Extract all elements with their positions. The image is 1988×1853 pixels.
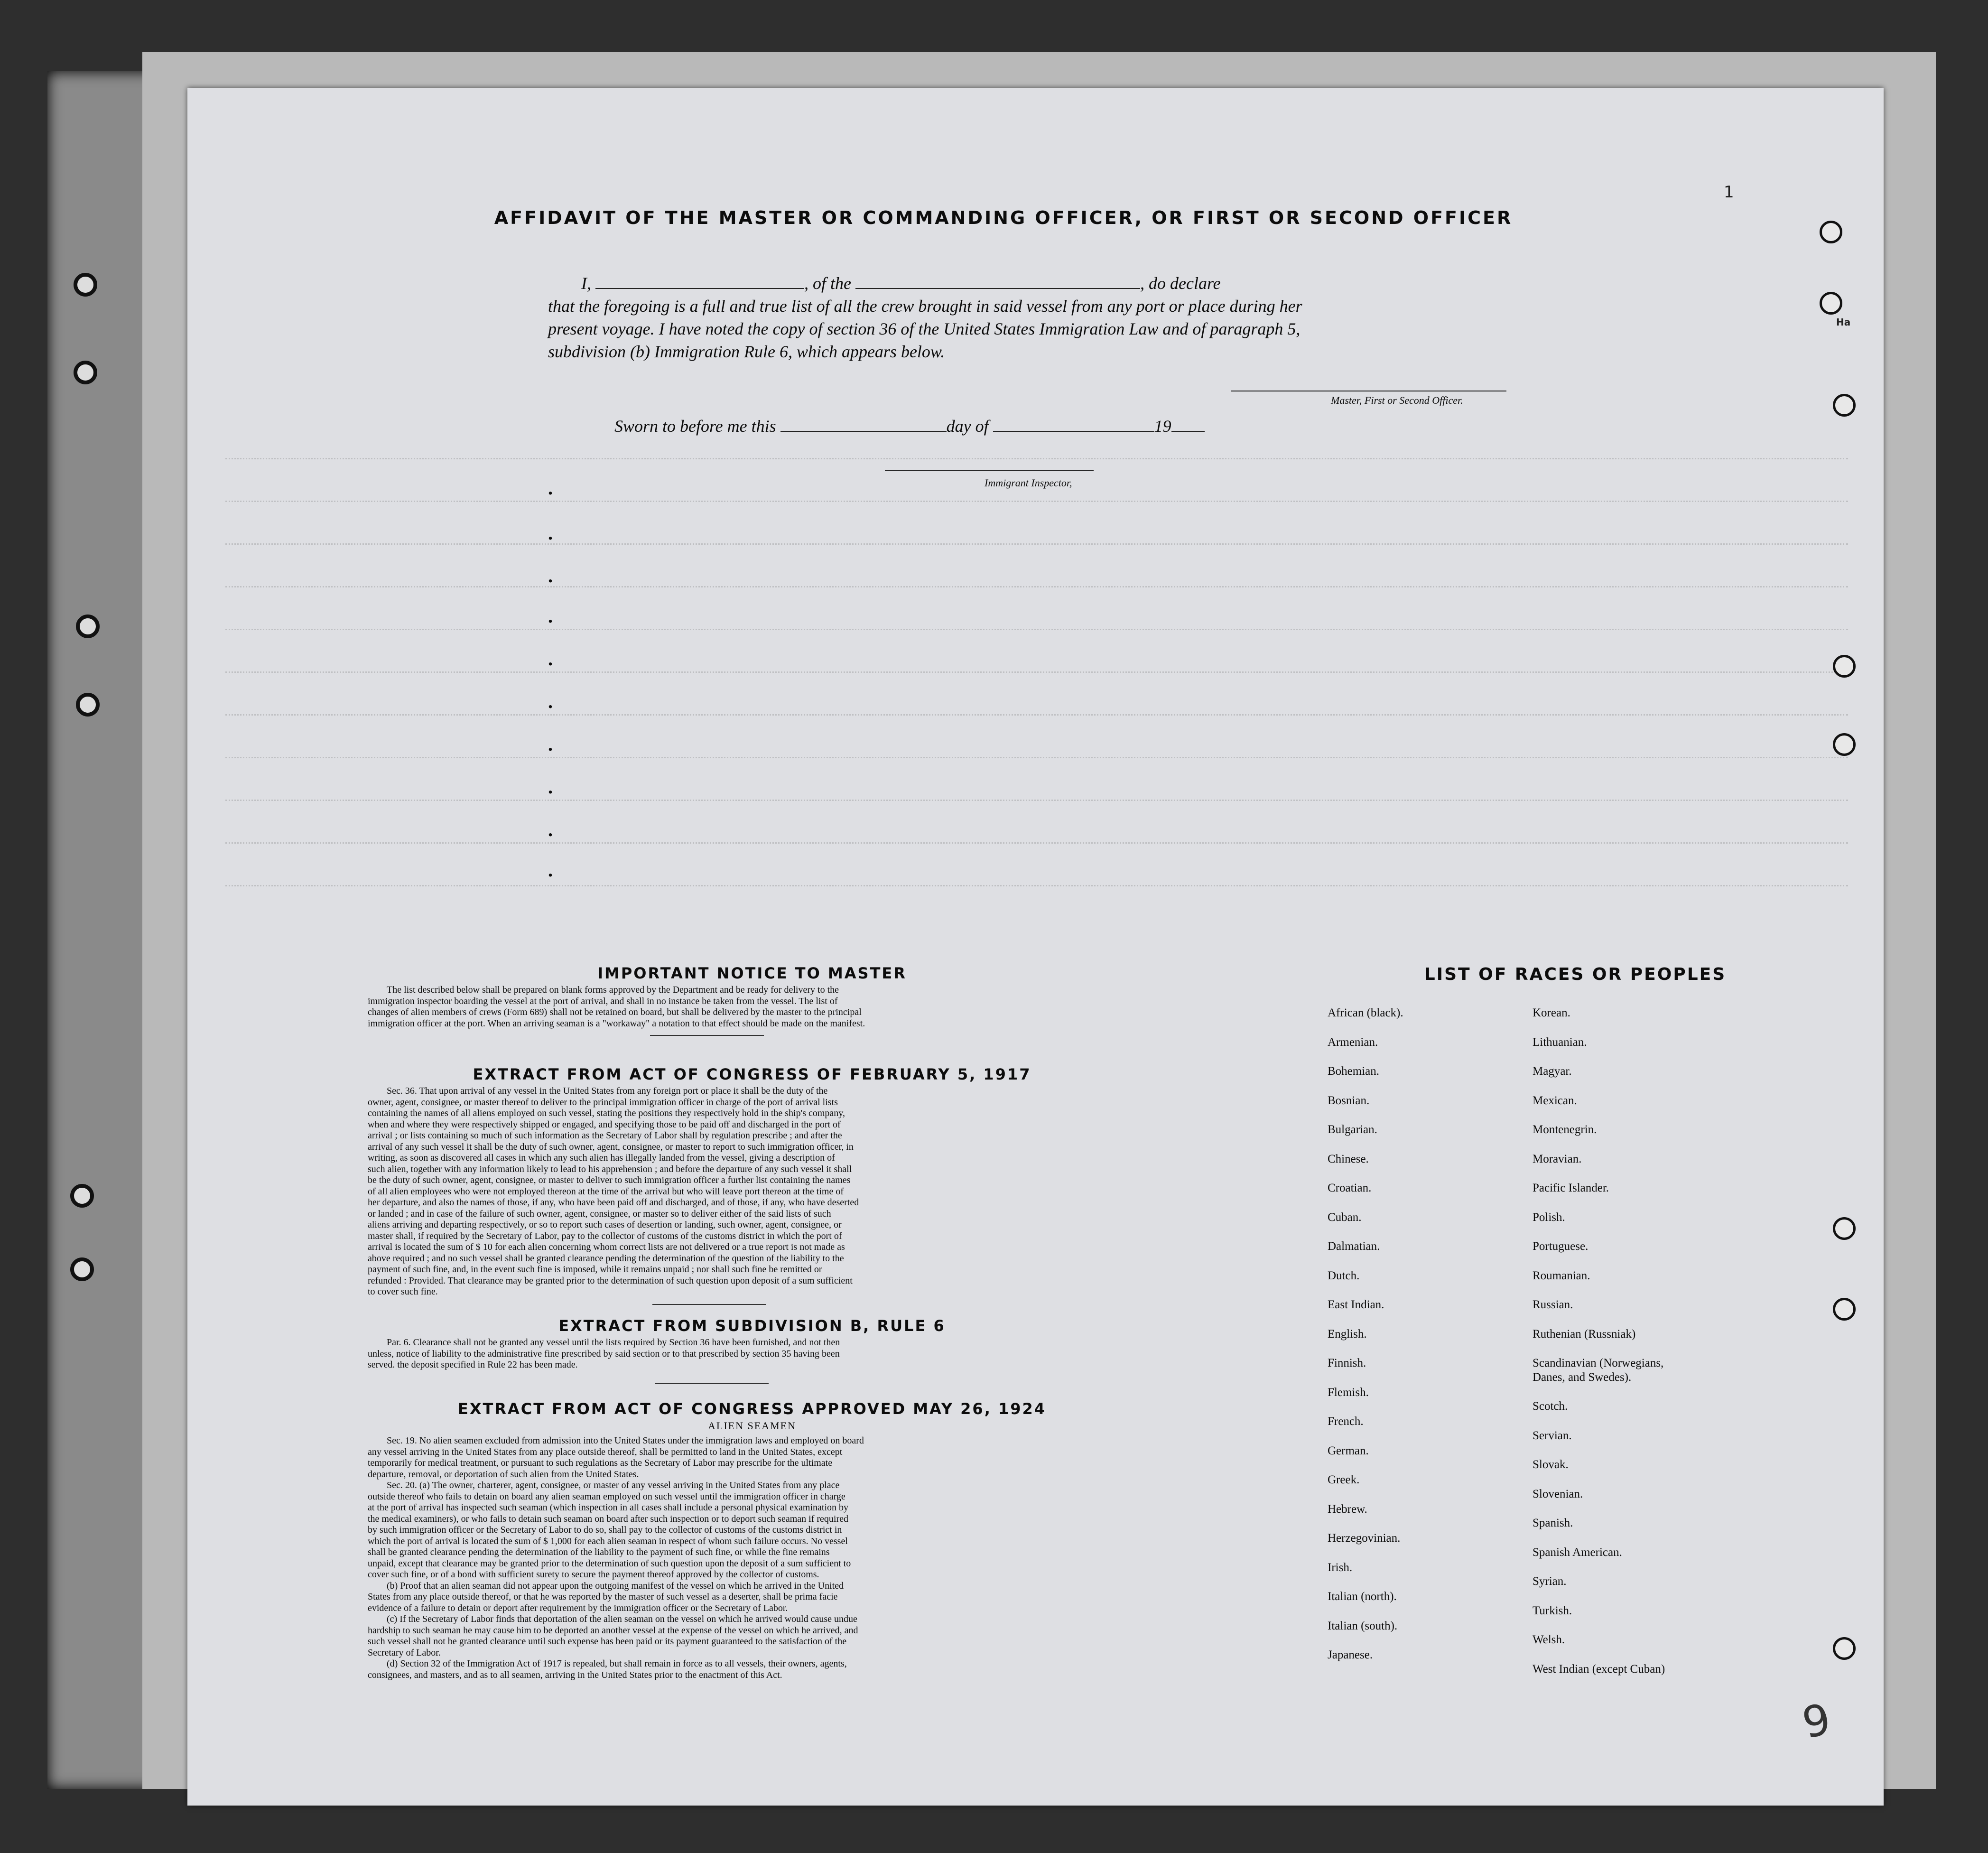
race-item: Turkish. [1533, 1604, 1572, 1617]
act-1924-line: Sec. 20. (a) The owner, charterer, agent, consignee, or master of any vessel arriving in the United States from any place [387, 1480, 840, 1490]
race-item: Portuguese. [1533, 1240, 1589, 1253]
race-item: Korean. [1533, 1006, 1570, 1019]
row-dot: . [548, 522, 553, 544]
binding-hole-icon [70, 1184, 94, 1208]
act-1924-line: departure, removal, or deportation of such alien from the United States. [368, 1469, 639, 1480]
act-1917-line: writing, as soon as discovered all cases in which any such alien has illegally landed from the vessel, giving a description of [368, 1153, 835, 1163]
sworn-year: 19 [1154, 417, 1171, 436]
race-item: Scotch. [1533, 1400, 1568, 1413]
act-1924-line: by such immigration officer or the Secretary of Labor to do so, shall pay to the collector of customs of the customs district in [368, 1525, 842, 1535]
binding-hole-icon [74, 273, 97, 297]
binding-hole-icon [1833, 733, 1856, 756]
race-item: Mexican. [1533, 1094, 1577, 1107]
master-signature-label: Master, First or Second Officer. [1331, 394, 1463, 406]
act-1917-line: Sec. 36. That upon arrival of any vessel in the United States from any foreign port or place it shall be the duty of the [387, 1086, 828, 1096]
race-item: Spanish. [1533, 1517, 1573, 1529]
act-1924-line: temporarily for medical treatment, or pursuant to such regulations as the Secretary of Labor may prescribe for the ultimate [368, 1458, 833, 1468]
race-item: Bosnian. [1328, 1094, 1370, 1107]
act-1917-line: be the duty of such owner, agent, consignee, or master to deliver to such immigration officer a further list containing the names [368, 1175, 851, 1185]
race-item: East Indian. [1328, 1298, 1384, 1311]
affidavit-i: I, [581, 274, 591, 293]
act-1917-line: such alien, together with any information likely to lead to his apprehension ; and before the departure of any such vessel it shall [368, 1164, 852, 1174]
race-item: Herzegovinian. [1328, 1532, 1401, 1545]
subdivision-b-body [368, 1337, 1269, 1371]
act-1924-line: Sec. 19. No alien seamen excluded from admission into the United States under the immigration laws and employed on board [387, 1435, 864, 1446]
binding-hole-icon [1833, 1637, 1856, 1660]
race-item: Bohemian. [1328, 1065, 1380, 1078]
race-item: Armenian. [1328, 1035, 1378, 1049]
binding-hole-icon [76, 693, 100, 717]
race-item: West Indian (except Cuban) [1533, 1662, 1665, 1676]
act-1924-line: shall be granted clearance pending the determination of the liability to the payment of such fine, or while the fine remains [368, 1547, 830, 1557]
binding-hole-icon [74, 361, 97, 384]
race-item: Pacific Islander. [1533, 1182, 1609, 1194]
inspector-signature-line[interactable] [885, 470, 1094, 471]
race-item: Roumanian. [1533, 1269, 1590, 1282]
affidavit-line-3: present voyage. I have noted the copy of section 36 of the United States Immigration Law and of paragraph 5, [548, 319, 1301, 338]
notice-body [368, 985, 1269, 1029]
act-1924-line: outside thereof who fails to detain on board any alien seaman employed on such vessel until the immigration officer in charge [368, 1491, 845, 1502]
act-1924-line: consignees, and masters, and as to all seamen, arriving in the United States prior to the enactment of this Act. [368, 1669, 782, 1680]
binding-hole-icon [1833, 394, 1856, 417]
sworn-prefix: Sworn to before me this [614, 417, 776, 436]
row-dot: . [548, 734, 553, 755]
affidavit-title: AFFIDAVIT OF THE MASTER OR COMMANDING OFFICER, OR FIRST OR SECOND OFFICER [494, 207, 1513, 228]
race-item: Scandinavian (Norwegians, Danes, and Swedes). [1533, 1357, 1664, 1384]
binding-hole-icon [1820, 292, 1842, 315]
race-item: Dalmatian. [1328, 1240, 1380, 1253]
handwritten-page-number: 9 [1798, 1694, 1835, 1749]
act-1917-title: EXTRACT FROM ACT OF CONGRESS OF FEBRUARY 5, 1917 [473, 1065, 1031, 1083]
act-1917-line: arrival ; or lists containing so much of such information as the Secretary of Labor shall by regulation prescribe ; and after the [368, 1130, 842, 1141]
notice-line: changes of alien members of crews (Form 689) shall not be retained on board, but shall be delivered by the master to the principal [368, 1007, 862, 1017]
race-item: Dutch. [1328, 1269, 1360, 1282]
race-item: Lithuanian. [1533, 1035, 1587, 1049]
race-item: Hebrew. [1328, 1502, 1367, 1516]
race-item: Servian. [1533, 1429, 1572, 1442]
affidavit-line-4: subdivision (b) Immigration Rule 6, which appears below. [548, 342, 945, 361]
race-item: Japanese. [1328, 1648, 1373, 1661]
binding-hole-icon [1833, 1298, 1856, 1321]
notice-line: immigration inspector boarding the vessel at the port of arrival, and shall in no instance be taken from the vessel. The list of [368, 996, 838, 1006]
manifest-page [187, 88, 1884, 1806]
affidavit-of-the: , of the [804, 274, 851, 293]
sworn-year-field[interactable] [1171, 418, 1205, 432]
inspector-signature-label: Immigrant Inspector, [985, 477, 1072, 489]
act-1924-line: at the port of arrival has inspected such seaman (which inspection in all cases shall include a personal physical examination by [368, 1502, 849, 1513]
race-item: Montenegrin. [1533, 1123, 1597, 1136]
notice-line: The list described below shall be prepared on blank forms approved by the Department and be ready for delivery to the [387, 985, 839, 995]
race-item: French. [1328, 1415, 1364, 1428]
act-1924-line: any vessel arriving in the United States from any place outside thereof, shall be permitted to land in the United States, except [368, 1446, 843, 1457]
act-1924-line: (b) Proof that an alien seaman did not appear upon the outgoing manifest of the vessel on which he arrived in the United [387, 1580, 844, 1591]
sworn-month-field[interactable] [993, 418, 1154, 432]
act-1917-line: containing the names of all aliens employed on such vessel, stating the positions they respectively hold in the ship's company, [368, 1108, 845, 1118]
race-item: Spanish American. [1533, 1546, 1622, 1559]
act-1917-body [368, 1086, 1269, 1298]
race-item: Polish. [1533, 1211, 1565, 1224]
act-1924-line: Secretary of Labor. [368, 1647, 441, 1658]
act-1917-line: master shall, if required by the Secretary of Labor, pay to the collector of customs of the customs district in which the port of [368, 1230, 842, 1241]
margin-mark: 1 [1724, 183, 1734, 202]
act-1924-line: (d) Section 32 of the Immigration Act of 1917 is repealed, but shall remain in force as to all vessels, their owners, agents, [387, 1658, 847, 1669]
race-item: Slovenian. [1533, 1487, 1583, 1500]
row-dot: . [548, 819, 553, 840]
race-item: Greek. [1328, 1473, 1360, 1486]
act-1917-line: refunded : Provided. That clearance may be granted prior to the determination of such question upon deposit of a sum sufficient [368, 1275, 853, 1286]
act-1917-line: above required ; and no such vessel shall be granted clearance pending the determination of the question of the liability to the [368, 1253, 844, 1264]
binding-hole-icon [1820, 221, 1842, 243]
sworn-statement [614, 416, 1205, 436]
race-item: Italian (south). [1328, 1619, 1398, 1632]
races-right-column [1533, 1006, 1737, 1691]
act-1917-line: when and where they were respectively shipped or engaged, and specifying those to be paid off and discharged in the port of [368, 1119, 841, 1130]
name-blank-field[interactable] [595, 275, 804, 289]
act-1917-line: or landed ; and in case of the failure of such owner, agent, consignee, or master so to deliver either of the said lists of such [368, 1208, 831, 1219]
race-item: Welsh. [1533, 1633, 1565, 1646]
act-1924-title: EXTRACT FROM ACT OF CONGRESS APPROVED MAY 26, 1924 [457, 1400, 1047, 1418]
section-divider [650, 1035, 764, 1036]
race-item: Syrian. [1533, 1575, 1567, 1588]
row-dot: . [548, 648, 553, 670]
binding-hole-icon [70, 1257, 94, 1281]
race-item: English. [1328, 1327, 1367, 1341]
subdivision-b-line: Par. 6. Clearance shall not be granted any vessel until the lists required by Section 36 have been furnished, and not then [387, 1337, 840, 1348]
vessel-blank-field[interactable] [855, 275, 1140, 289]
row-dot: . [548, 605, 553, 627]
race-item: Italian (north). [1328, 1590, 1397, 1603]
race-item: German. [1328, 1444, 1369, 1457]
race-item: Bulgarian. [1328, 1123, 1377, 1136]
sworn-day-field[interactable] [780, 418, 947, 432]
row-dot: . [548, 859, 553, 881]
race-item: Magyar. [1533, 1065, 1572, 1078]
affidavit-line-2: that the foregoing is a full and true list of all the crew brought in said vessel from any port or place during her [548, 297, 1302, 316]
act-1924-line: unpaid, except that clearance may be granted prior to the determination of such question upon the deposit of a sum sufficient to [368, 1558, 851, 1569]
races-title: LIST OF RACES OR PEOPLES [1424, 965, 1727, 984]
race-item: Cuban. [1328, 1211, 1362, 1224]
race-item: Moravian. [1533, 1152, 1582, 1165]
act-1917-line: arrival is located the sum of $ 10 for each alien concerning whom correct lists are not delivered or a true report is not made as [368, 1242, 845, 1252]
act-1924-body [368, 1435, 1279, 1681]
act-1924-line: States from any place outside thereof, or that he was reported by the master of such vessel as a deserter, shall be prima facie [368, 1592, 838, 1602]
row-dot: . [548, 691, 553, 712]
row-dot: . [548, 477, 553, 499]
act-1917-line: arrival of any such vessel it shall be the duty of such owner, agent, consignee, or master to report to such immigration officer, in [368, 1141, 854, 1152]
act-1924-line: cover such fine, or of a bond with sufficient surety to secure the payment thereof approved by the collector of customs. [368, 1569, 819, 1580]
act-1917-line: owner, agent, consignee, or master thereof to deliver to the principal immigration officer in charge of the port of arrival lists [368, 1097, 838, 1108]
section-divider [652, 1304, 766, 1305]
binding-hole-icon [76, 615, 100, 638]
act-1924-subtitle: ALIEN SEAMEN [708, 1420, 796, 1432]
race-item: Ruthenian (Russniak) [1533, 1327, 1636, 1341]
binding-hole-icon [1833, 655, 1856, 678]
race-item: Slovak. [1533, 1458, 1569, 1471]
bleed-through-title [358, 173, 1829, 213]
notice-line: immigration officer at the port. When an arriving seaman is a "workaway" a notation to that effect should be made on the manifest. [368, 1018, 865, 1029]
race-item: Chinese. [1328, 1152, 1369, 1165]
race-item: Flemish. [1328, 1386, 1369, 1399]
affidavit-text [548, 272, 1497, 363]
races-left-column [1328, 1006, 1508, 1677]
race-item: Irish. [1328, 1561, 1353, 1574]
binding-hole-icon [1833, 1217, 1856, 1240]
act-1924-line: such vessel shall not be granted clearance until such expense has been paid or its payment guaranteed to the satisfaction of the [368, 1636, 847, 1647]
margin-mark: Ha [1836, 317, 1851, 328]
subdivision-b-line: served. the deposit specified in Rule 22 has been made. [368, 1359, 578, 1370]
sworn-day-of: day of [946, 417, 989, 436]
act-1924-line: the medical examiners), or who fails to detain such seaman on board after such inspection or to deport such seaman if required [368, 1513, 848, 1524]
act-1917-line: her departure, and also the names of those, if any, who have been paid off and discharged, and of those, if any, who have deserted [368, 1197, 859, 1208]
affidavit-do-declare: , do declare [1140, 274, 1221, 293]
race-item: African (black). [1328, 1006, 1403, 1019]
race-item: Russian. [1533, 1298, 1573, 1311]
subdivision-b-line: unless, notice of liability to the administrative fine prescribed by said section or to that prescribed by section 35 having been [368, 1348, 840, 1359]
notice-title: IMPORTANT NOTICE TO MASTER [597, 964, 907, 982]
subdivision-b-title: EXTRACT FROM SUBDIVISION B, RULE 6 [558, 1317, 946, 1335]
act-1924-line: evidence of a failure to detain or deport after requirement by the immigration officer or the Secretary of Labor. [368, 1602, 788, 1613]
act-1917-line: of all alien employees who were not employed thereon at the time of the arrival but who will leave port thereon at the time of [368, 1186, 844, 1197]
race-item: Finnish. [1328, 1357, 1366, 1369]
act-1924-line: which the port of arrival is located the sum of $ 1,000 for each alien seaman in respect of whom such failure occurs. No vessel [368, 1536, 848, 1546]
act-1917-line: to cover such fine. [368, 1286, 438, 1297]
row-dot: . [548, 776, 553, 798]
act-1924-line: (c) If the Secretary of Labor finds that deportation of the alien seaman on the vessel on which he arrived would cause undue [387, 1614, 857, 1624]
act-1924-line: hardship to such seaman he may cause him to be deported an another vessel at the expense of the vessel on which he arrived, and [368, 1625, 858, 1636]
act-1917-line: aliens arriving and departing respectively, or so to report such cases of desertion or landing, such owner, agent, consignee, or [368, 1220, 842, 1230]
section-divider [655, 1383, 769, 1384]
race-item: Croatian. [1328, 1182, 1372, 1194]
row-dot: . [548, 565, 553, 587]
act-1917-line: payment of such fine, and, in the event such fine is imposed, while it remains unpaid ; nor shall such fine be remitted or [368, 1264, 822, 1275]
